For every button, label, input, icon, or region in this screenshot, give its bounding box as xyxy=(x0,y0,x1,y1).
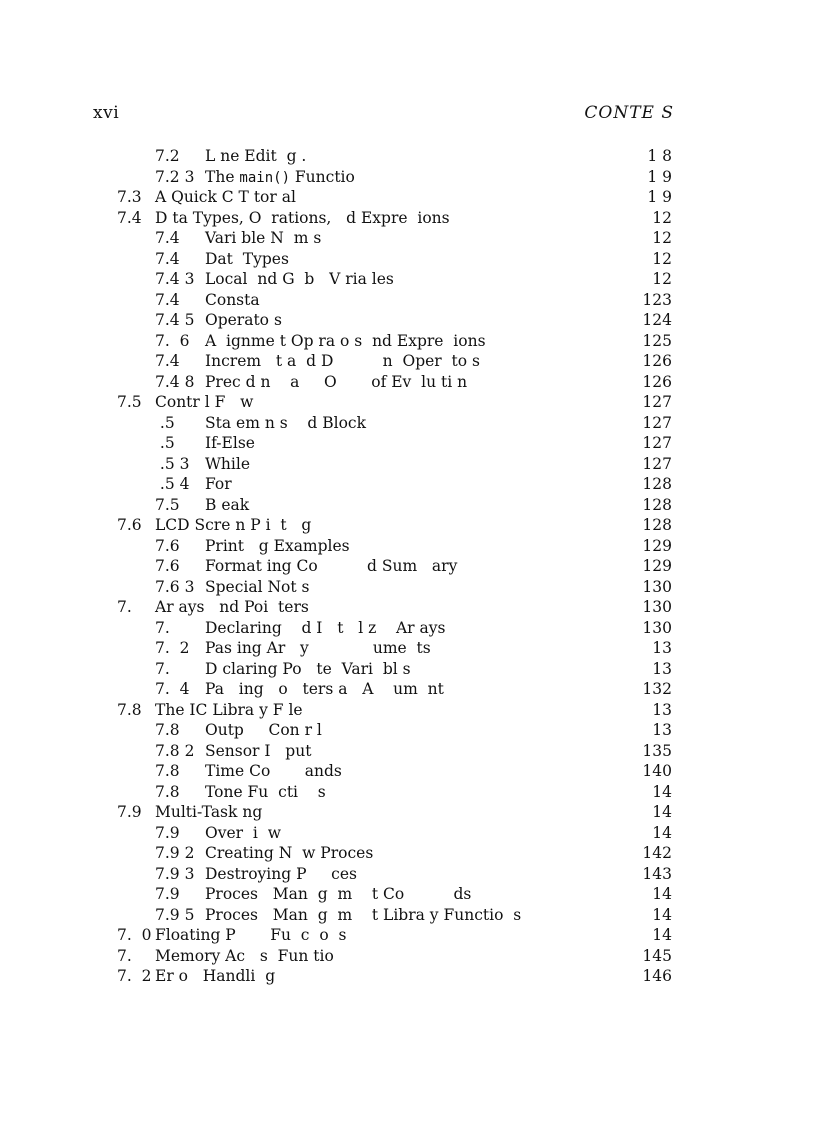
running-head: CONTE S xyxy=(584,103,674,123)
toc-entry-number: 7.8 2 xyxy=(155,741,195,760)
toc-entry-number: 7.4 3 xyxy=(155,270,195,288)
toc-subsection-entry xyxy=(0,577,816,598)
toc-entry-number: 7.4 xyxy=(155,249,180,268)
toc-entry-page: 12 xyxy=(652,270,672,288)
toc-entry-title: Declaring d I t l z Ar ays xyxy=(205,618,446,637)
toc-entry-number: 7. 2 xyxy=(117,967,152,985)
toc-entry-page: 130 xyxy=(642,618,672,637)
toc-entry-page: 1 8 xyxy=(647,147,672,165)
toc-entry-title: Multi-Task ng xyxy=(155,803,263,821)
toc-entry-page: 1 9 xyxy=(647,188,672,206)
toc-entry-page: 12 xyxy=(652,249,672,268)
toc-entry-page: 129 xyxy=(642,536,672,555)
toc-entry-title: Contr l F w xyxy=(155,393,254,411)
toc-subsection-entry xyxy=(0,782,816,803)
toc-entry-title: Tone Fu cti s xyxy=(205,782,326,801)
toc-entry-code: main() xyxy=(239,169,290,186)
toc-subsection-entry xyxy=(0,741,816,762)
table-of-contents xyxy=(0,146,816,987)
toc-entry-number: 7. xyxy=(117,598,132,616)
toc-entry-number: 7. xyxy=(155,618,170,637)
toc-entry-number: 7.9 xyxy=(155,823,180,842)
toc-entry-title: Print g Examples xyxy=(205,536,350,555)
toc-entry-page: 132 xyxy=(642,680,672,698)
toc-entry-number: 7. 2 xyxy=(155,639,190,657)
toc-entry-page: 128 xyxy=(642,495,672,514)
toc-entry-title: Proces Man g m t Libra y Functio s xyxy=(205,905,522,924)
toc-entry-page: 13 xyxy=(652,639,672,657)
toc-entry-page: 1 9 xyxy=(647,167,672,186)
toc-entry-number: 7.6 xyxy=(155,557,180,575)
toc-section-entry xyxy=(0,597,816,618)
toc-section-entry xyxy=(0,946,816,967)
toc-entry-page: 126 xyxy=(642,372,672,391)
toc-subsection-entry xyxy=(0,290,816,311)
toc-entry-page: 14 xyxy=(652,885,672,903)
toc-entry-page: 14 xyxy=(652,926,672,944)
toc-entry-title: Over i w xyxy=(205,823,281,842)
toc-entry-page: 12 xyxy=(652,208,672,227)
toc-entry-number: .5 xyxy=(155,434,175,452)
toc-subsection-entry xyxy=(0,536,816,557)
toc-entry-number: 7.2 xyxy=(155,147,180,165)
toc-entry-title: If-Else xyxy=(205,434,255,452)
toc-subsection-entry xyxy=(0,761,816,782)
toc-entry-number: 7.6 xyxy=(155,536,180,555)
toc-entry-page: 13 xyxy=(652,700,672,719)
toc-entry-title: Consta xyxy=(205,290,260,309)
toc-entry-page: 14 xyxy=(652,782,672,801)
toc-entry-page: 14 xyxy=(652,823,672,842)
toc-entry-number: 7. 6 xyxy=(155,331,190,350)
toc-entry-page: 12 xyxy=(652,229,672,247)
toc-entry-page: 143 xyxy=(642,864,672,883)
toc-entry-title: Sensor I put xyxy=(205,741,312,760)
toc-entry-number: 7.8 xyxy=(155,762,180,780)
toc-section-entry xyxy=(0,925,816,946)
toc-section-entry xyxy=(0,966,816,987)
toc-entry-page: 145 xyxy=(642,946,672,965)
toc-section-entry xyxy=(0,392,816,413)
toc-entry-page: 14 xyxy=(652,803,672,821)
toc-subsection-entry xyxy=(0,474,816,495)
toc-subsection-entry xyxy=(0,146,816,167)
toc-subsection-entry xyxy=(0,495,816,516)
toc-subsection-entry xyxy=(0,249,816,270)
toc-entry-page: 142 xyxy=(642,844,672,862)
toc-entry-number: 7.5 xyxy=(117,393,142,411)
toc-entry-title xyxy=(205,167,355,189)
toc-section-entry xyxy=(0,515,816,536)
toc-entry-page: 135 xyxy=(642,741,672,760)
toc-entry-number: 7.9 xyxy=(155,885,180,903)
toc-entry-title: The IC Libra y F le xyxy=(155,700,303,719)
toc-entry-title-part: The xyxy=(205,167,240,186)
toc-entry-number: 7. 0 xyxy=(117,926,152,944)
toc-entry-title: While xyxy=(205,454,251,473)
toc-entry-number: 7.4 xyxy=(155,352,180,370)
toc-entry-page: 128 xyxy=(642,516,672,534)
toc-subsection-entry xyxy=(0,269,816,290)
toc-subsection-entry xyxy=(0,167,816,188)
toc-entry-title: Sta em n s d Block xyxy=(205,413,366,432)
toc-entry-title: D claring Po te Vari bl s xyxy=(205,659,411,678)
toc-entry-title: L ne Edit g . xyxy=(205,147,307,165)
toc-subsection-entry xyxy=(0,659,816,680)
toc-entry-number: 7.8 xyxy=(117,700,142,719)
toc-subsection-entry xyxy=(0,372,816,393)
toc-entry-page: 127 xyxy=(642,393,672,411)
toc-entry-title-part: Functio xyxy=(290,167,355,186)
toc-entry-number: 7.8 xyxy=(155,721,180,739)
toc-subsection-entry xyxy=(0,720,816,741)
toc-subsection-entry xyxy=(0,413,816,434)
toc-entry-number: .5 xyxy=(155,413,175,432)
toc-subsection-entry xyxy=(0,905,816,926)
toc-entry-title: Time Co ands xyxy=(205,762,342,780)
toc-section-entry xyxy=(0,802,816,823)
toc-entry-title: Ar ays nd Poi ters xyxy=(155,598,309,616)
toc-entry-number: 7.6 xyxy=(117,516,142,534)
toc-entry-number: .5 3 xyxy=(155,454,190,473)
toc-entry-title: A ignme t Op ra o s nd Expre ions xyxy=(205,331,486,350)
toc-entry-page: 127 xyxy=(642,454,672,473)
toc-subsection-entry xyxy=(0,228,816,249)
toc-subsection-entry xyxy=(0,638,816,659)
page-header xyxy=(93,103,674,125)
toc-entry-title: D ta Types, O rations, d Expre ions xyxy=(155,208,450,227)
toc-entry-number: 7.9 xyxy=(117,803,142,821)
toc-subsection-entry xyxy=(0,433,816,454)
toc-entry-number: 7.6 3 xyxy=(155,577,195,596)
toc-entry-title: Dat Types xyxy=(205,249,289,268)
toc-subsection-entry xyxy=(0,679,816,700)
toc-entry-number: 7.4 xyxy=(155,229,180,247)
toc-entry-page: 127 xyxy=(642,434,672,452)
toc-subsection-entry xyxy=(0,351,816,372)
toc-subsection-entry xyxy=(0,556,816,577)
toc-subsection-entry xyxy=(0,618,816,639)
toc-entry-number: 7.4 xyxy=(155,290,180,309)
toc-subsection-entry xyxy=(0,864,816,885)
toc-section-entry xyxy=(0,187,816,208)
toc-entry-number: 7.5 xyxy=(155,495,180,514)
toc-subsection-entry xyxy=(0,884,816,905)
toc-subsection-entry xyxy=(0,331,816,352)
toc-entry-title: Er o Handli g xyxy=(155,967,276,985)
toc-subsection-entry xyxy=(0,310,816,331)
toc-entry-title: Special Not s xyxy=(205,577,310,596)
toc-entry-page: 130 xyxy=(642,577,672,596)
toc-subsection-entry xyxy=(0,823,816,844)
toc-entry-title: Format ing Co d Sum ary xyxy=(205,557,458,575)
toc-entry-page: 127 xyxy=(642,413,672,432)
toc-entry-page: 130 xyxy=(642,598,672,616)
toc-subsection-entry xyxy=(0,843,816,864)
toc-entry-page: 146 xyxy=(642,967,672,985)
toc-entry-number: 7. xyxy=(155,659,170,678)
toc-entry-number: 7.2 3 xyxy=(155,167,195,186)
toc-entry-title: Floating P Fu c o s xyxy=(155,926,347,944)
toc-entry-title: Vari ble N m s xyxy=(205,229,322,247)
toc-entry-page: 129 xyxy=(642,557,672,575)
toc-section-entry xyxy=(0,700,816,721)
toc-entry-page: 13 xyxy=(652,659,672,678)
toc-entry-number: 7.4 5 xyxy=(155,311,195,329)
toc-entry-title: B eak xyxy=(205,495,250,514)
toc-entry-title: Local nd G b V ria les xyxy=(205,270,394,288)
toc-entry-number: 7.8 xyxy=(155,782,180,801)
toc-entry-title: Destroying P ces xyxy=(205,864,357,883)
toc-entry-title: Outp Con r l xyxy=(205,721,322,739)
toc-entry-number: 7.4 8 xyxy=(155,372,195,391)
toc-entry-title: Proces Man g m t Co ds xyxy=(205,885,472,903)
toc-entry-number: 7. xyxy=(117,946,132,965)
toc-entry-number: 7.4 xyxy=(117,208,142,227)
toc-entry-title: LCD Scre n P i t g xyxy=(155,516,312,534)
toc-entry-page: 124 xyxy=(642,311,672,329)
toc-entry-number: 7.3 xyxy=(117,188,142,206)
toc-entry-page: 123 xyxy=(642,290,672,309)
toc-section-entry xyxy=(0,208,816,229)
toc-entry-number: 7.9 2 xyxy=(155,844,195,862)
toc-entry-title: Pas ing Ar y ume ts xyxy=(205,639,431,657)
toc-entry-title: Operato s xyxy=(205,311,282,329)
toc-entry-page: 128 xyxy=(642,475,672,493)
toc-entry-number: 7.9 3 xyxy=(155,864,195,883)
toc-entry-page: 125 xyxy=(642,331,672,350)
toc-entry-page: 140 xyxy=(642,762,672,780)
toc-subsection-entry xyxy=(0,454,816,475)
toc-entry-number: 7.9 5 xyxy=(155,905,195,924)
toc-entry-page: 126 xyxy=(642,352,672,370)
page-number: xvi xyxy=(93,103,120,123)
toc-entry-title: Prec d n a O of Ev lu ti n xyxy=(205,372,468,391)
toc-entry-number: 7. 4 xyxy=(155,680,190,698)
toc-entry-title: Memory Ac s Fun tio xyxy=(155,946,334,965)
toc-entry-page: 13 xyxy=(652,721,672,739)
toc-entry-number: .5 4 xyxy=(155,475,190,493)
toc-entry-title: Increm t a d D n Oper to s xyxy=(205,352,480,370)
toc-entry-page: 14 xyxy=(652,905,672,924)
toc-entry-title: For xyxy=(205,475,232,493)
toc-entry-title: Pa ing o ters a A um nt xyxy=(205,680,444,698)
toc-entry-title: A Quick C T tor al xyxy=(155,188,296,206)
toc-entry-title: Creating N w Proces xyxy=(205,844,374,862)
